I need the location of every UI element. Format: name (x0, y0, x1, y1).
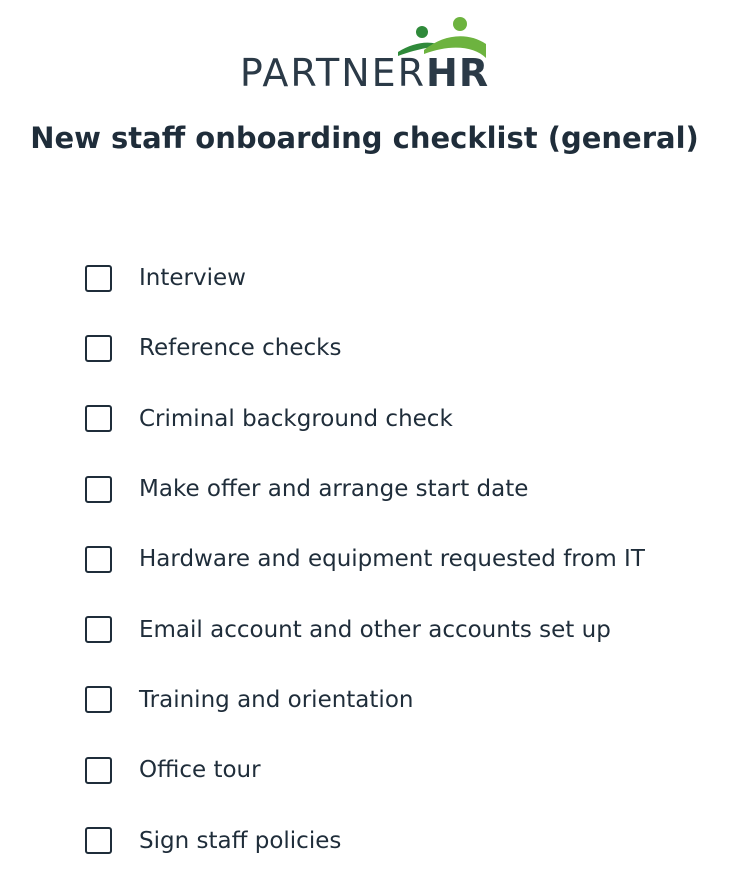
checklist-item-label: Reference checks (139, 335, 342, 362)
checkbox[interactable] (85, 546, 112, 573)
checklist-item[interactable] (85, 384, 705, 454)
checklist-item-label: Interview (139, 265, 246, 292)
checkbox[interactable] (85, 405, 112, 432)
checklist-item-label: Training and orientation (139, 686, 414, 713)
checkbox[interactable] (85, 335, 112, 362)
checkbox[interactable] (85, 265, 112, 292)
checklist-item[interactable] (85, 805, 705, 875)
checkbox[interactable] (85, 757, 112, 784)
checklist-item-label: Hardware and equipment requested from IT (139, 546, 645, 573)
checklist-item[interactable] (85, 524, 705, 594)
checklist-item-label: Criminal background check (139, 405, 453, 432)
brand-name-bold: HR (426, 51, 490, 95)
checklist-item-label: Sign staff policies (139, 827, 342, 854)
checklist-item-label: Make offer and arrange start date (139, 476, 529, 503)
checklist-item-label: Office tour (139, 757, 261, 784)
checkbox[interactable] (85, 616, 112, 643)
checklist-item[interactable] (85, 454, 705, 524)
brand-name-light: PARTNER (239, 51, 427, 95)
checkbox[interactable] (85, 686, 112, 713)
checkbox[interactable] (85, 476, 112, 503)
checklist-item-label: Email account and other accounts set up (139, 616, 611, 643)
checkbox[interactable] (85, 827, 112, 854)
partnerhr-logo (0, 14, 729, 94)
checklist-item[interactable] (85, 594, 705, 664)
checklist-item[interactable] (85, 665, 705, 735)
brand-name (0, 50, 729, 96)
onboarding-checklist (85, 243, 705, 876)
checklist-item[interactable] (85, 313, 705, 383)
page-title: New staff onboarding checklist (general) (30, 121, 699, 155)
checklist-item[interactable] (85, 243, 705, 313)
checklist-item[interactable] (85, 735, 705, 805)
